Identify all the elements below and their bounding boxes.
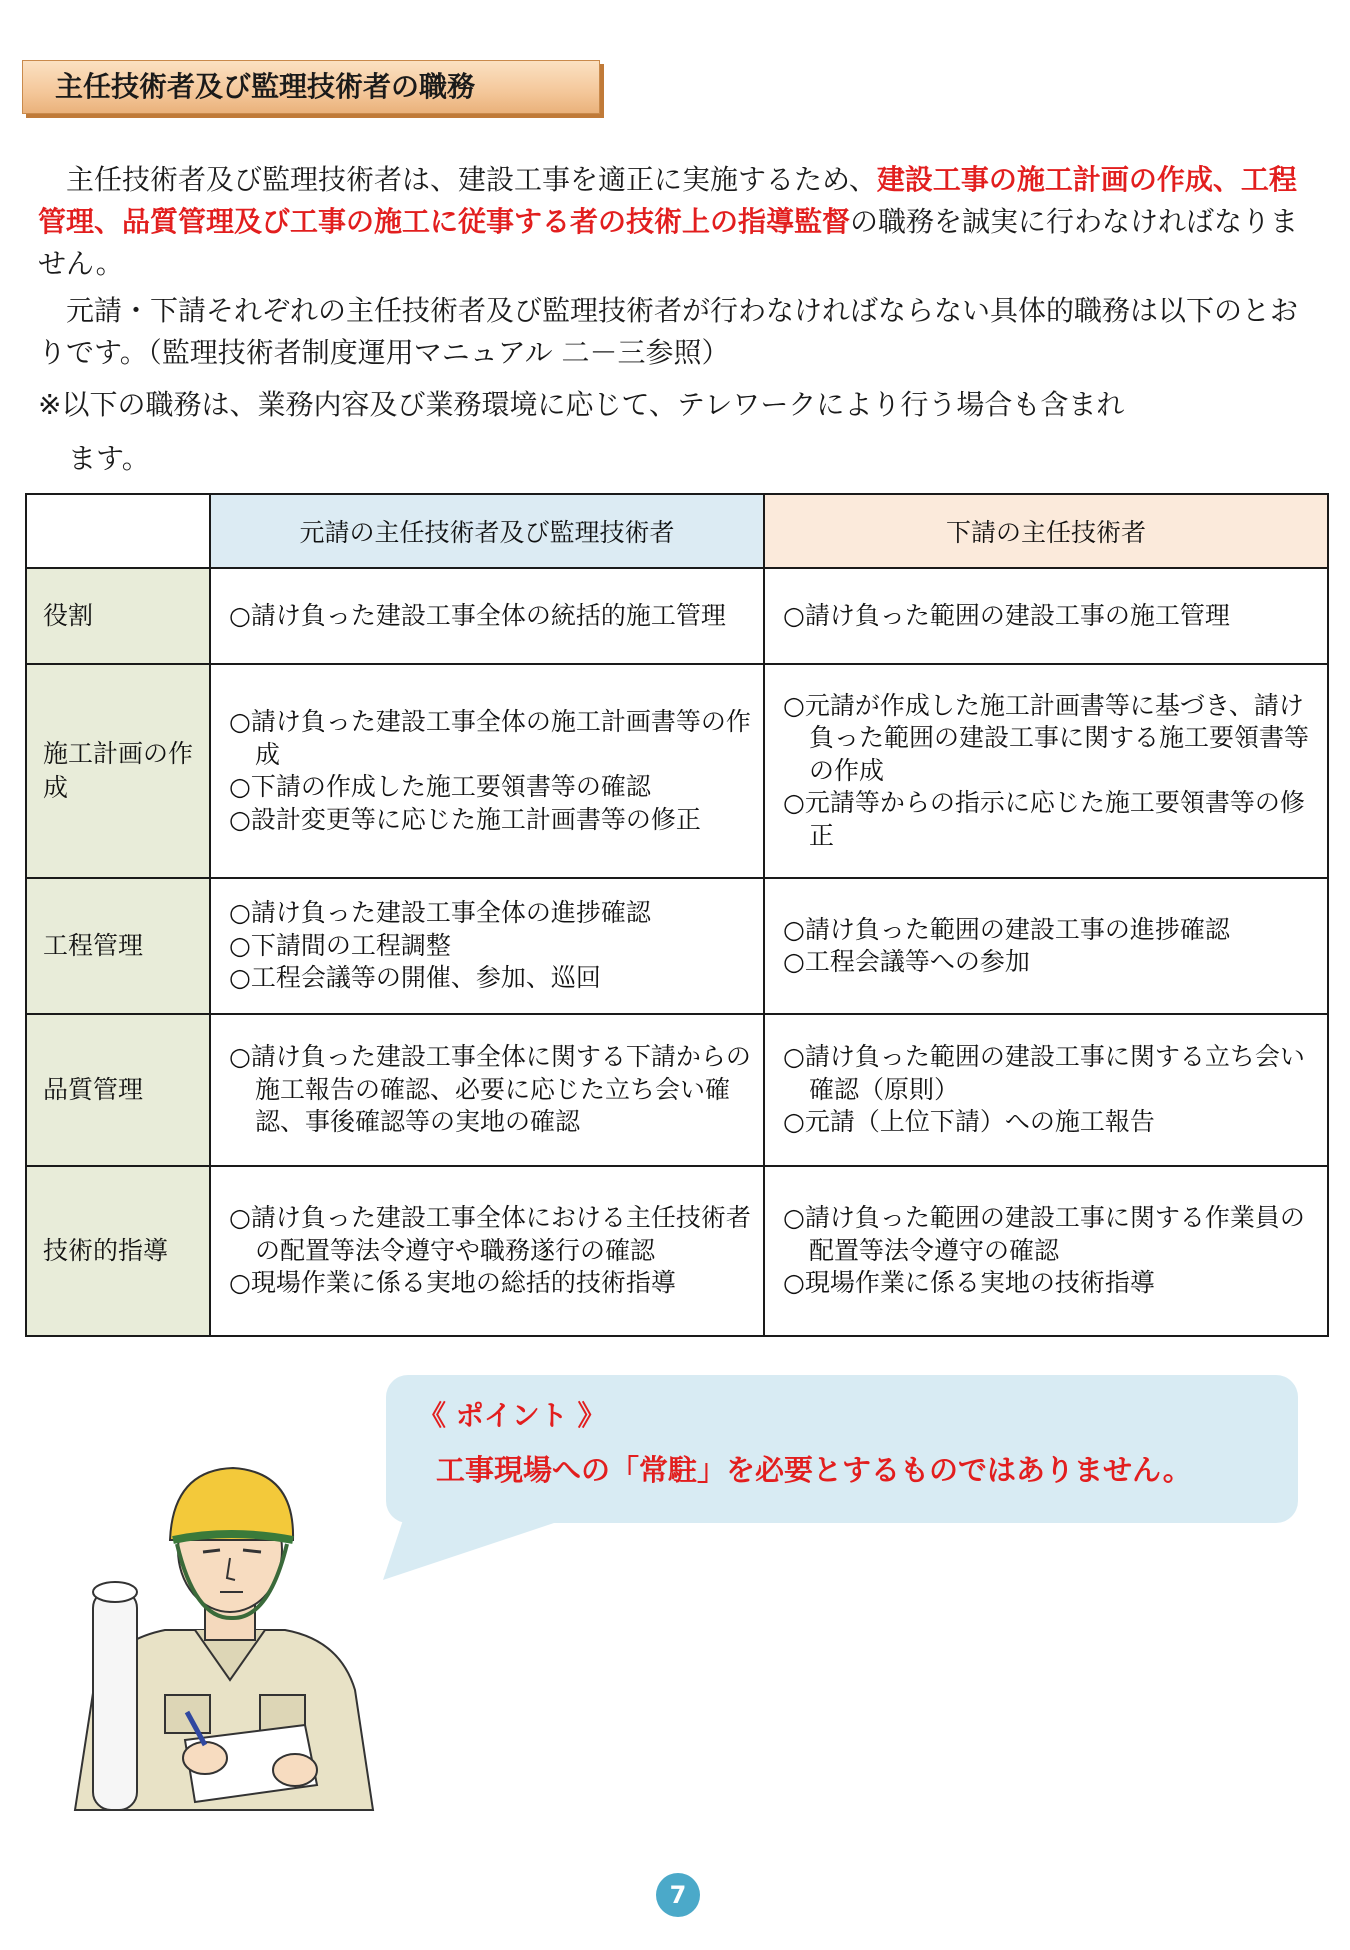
header-blank	[26, 494, 210, 568]
point-title: 《 ポイント 》	[418, 1399, 606, 1432]
paragraph-duties-after: の職務を誠実に行わなければなりません。	[38, 205, 1299, 280]
paragraph-duties-before: 主任技術者及び監理技術者は、建設工事を適正に実施するため、	[66, 163, 877, 196]
table-row	[26, 664, 1328, 878]
general-cell-plan	[210, 664, 764, 878]
row-label-schedule: 工程管理	[26, 878, 210, 1014]
sub-cell-schedule	[764, 878, 1328, 1014]
general-cell-schedule	[210, 878, 764, 1014]
list-item: ○下請の作成した施工要領書等の確認	[229, 772, 651, 801]
paragraph-duties	[38, 159, 1318, 285]
list-item: ○請け負った範囲の建設工事に関する作業員の配置等法令遵守の確認	[783, 1203, 1305, 1265]
general-cell-quality	[210, 1014, 764, 1166]
table-header-row	[26, 494, 1328, 568]
sub-cell-quality	[764, 1014, 1328, 1166]
sub-cell-role	[764, 568, 1328, 664]
construction-worker-illustration	[55, 1440, 395, 1820]
list-item: ○請け負った建設工事全体における主任技術者の配置等法令遵守や職務遂行の確認	[229, 1203, 751, 1265]
list-item: ○請け負った建設工事全体の統括的施工管理	[229, 600, 726, 630]
table-row	[26, 878, 1328, 1014]
list-item: ○請け負った建設工事全体に関する下請からの施工報告の確認、必要に応じた立ち会い確認、事後確認等の実地の確認	[229, 1042, 751, 1137]
list-item: ○請け負った範囲の建設工事に関する立ち会い確認（原則）	[783, 1042, 1305, 1104]
row-label-role: 役割	[26, 568, 210, 664]
list-item: ○下請間の工程調整	[229, 930, 451, 960]
list-item: ○設計変更等に応じた施工計画書等の修正	[229, 804, 701, 834]
list-item: ○請け負った建設工事全体の施工計画書等の作成	[229, 707, 751, 769]
row-label-plan: 施工計画の作成	[26, 664, 210, 878]
list-item: ○工程会議等への参加	[783, 947, 1030, 976]
list-item: ○現場作業に係る実地の総括的技術指導	[229, 1268, 676, 1298]
paragraph-duties-highlight: 建設工事の施工計画の作成、工程管理、品質管理及び工事の施工に従事する者の技術上の指導監督	[38, 163, 1297, 238]
list-item: ○請け負った範囲の建設工事の進捗確認	[783, 914, 1230, 944]
note-telework-line2: ます。	[68, 442, 150, 475]
sub-cell-plan	[764, 664, 1328, 878]
table-row	[26, 1014, 1328, 1166]
general-cell-role	[210, 568, 764, 664]
duties-table	[25, 493, 1329, 1337]
point-text: 工事現場への「常駐」を必要とするものではありません。	[436, 1453, 1192, 1487]
section-title: 主任技術者及び監理技術者の職務	[22, 60, 600, 114]
sub-cell-guidance	[764, 1166, 1328, 1336]
general-cell-guidance	[210, 1166, 764, 1336]
list-item: ○請け負った建設工事全体の進捗確認	[229, 898, 651, 928]
list-item: ○工程会議等の開催、参加、巡回	[229, 963, 601, 993]
header-general-contractor: 元請の主任技術者及び監理技術者	[210, 494, 764, 568]
list-item: ○元請が作成した施工計画書等に基づき、請け負った範囲の建設工事に関する施工要領書等の作成	[783, 690, 1310, 785]
list-item: ○元請（上位下請）への施工報告	[783, 1107, 1155, 1137]
paragraph-specific-duties: 元請・下請それぞれの主任技術者及び監理技術者が行わなければならない具体的職務は以下のとおりです。（監理技術者制度運用マニュアル 二－三参照）	[38, 294, 1299, 369]
note-telework-line1: ※以下の職務は、業務内容及び業務環境に応じて、テレワークにより行う場合も含まれ	[38, 388, 1125, 421]
header-subcontractor: 下請の主任技術者	[764, 494, 1328, 568]
row-label-guidance: 技術的指導	[26, 1166, 210, 1336]
page-number-badge: 7	[656, 1873, 700, 1917]
row-label-quality: 品質管理	[26, 1014, 210, 1166]
list-item: ○請け負った範囲の建設工事の施工管理	[783, 600, 1230, 630]
list-item: ○現場作業に係る実地の技術指導	[783, 1268, 1155, 1298]
table-row	[26, 568, 1328, 664]
list-item: ○元請等からの指示に応じた施工要領書等の修正	[783, 788, 1305, 850]
table-row	[26, 1166, 1328, 1336]
